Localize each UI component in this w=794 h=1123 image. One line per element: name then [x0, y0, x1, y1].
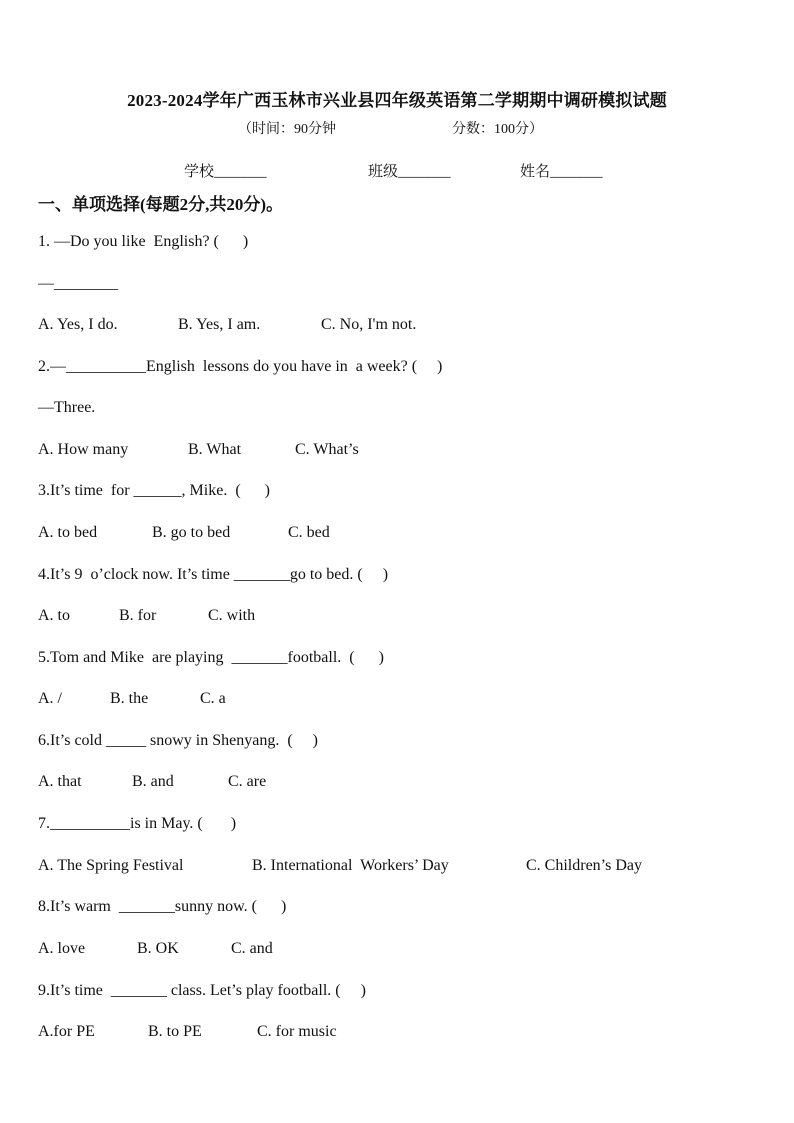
option-a: A.for PE — [38, 1023, 95, 1040]
question-stem: 3.It’s time for ______, Mike. ( ) — [38, 482, 270, 499]
option-a: A. The Spring Festival — [38, 857, 184, 874]
option-b: B. and — [132, 773, 174, 790]
name-field: 姓名_______ — [520, 164, 603, 180]
question-stem: 4.It’s 9 o’clock now. It’s time _______go to bed. ( ) — [38, 566, 389, 583]
class-field: 班级_______ — [368, 164, 451, 180]
option-c: C. and — [231, 940, 273, 957]
option-b: B. Yes, I am. — [178, 316, 261, 333]
option-c: C. bed — [288, 524, 330, 541]
option-c: C. a — [200, 690, 226, 707]
question-stem: 7.__________is in May. ( ) — [38, 815, 237, 832]
option-b: B. to PE — [148, 1023, 202, 1040]
school-field: 学校_______ — [184, 164, 267, 180]
page-title: 2023-2024学年广西玉林市兴业县四年级英语第二学期期中调研模拟试题 — [127, 91, 667, 110]
question-stem: 1. —Do you like English? ( ) — [38, 233, 249, 250]
option-c: C. No, I'm not. — [321, 316, 417, 333]
option-a: A. that — [38, 773, 82, 790]
option-c: C. for music — [257, 1023, 337, 1040]
option-b: B. the — [110, 690, 149, 707]
option-c: C. are — [228, 773, 267, 790]
option-a: A. Yes, I do. — [38, 316, 118, 333]
option-a: A. to bed — [38, 524, 98, 541]
exam-time: （时间：90分钟 — [238, 122, 336, 137]
option-a: A. How many — [38, 441, 129, 458]
question-stem: 5.Tom and Mike are playing _______football. ( ) — [38, 649, 384, 666]
question-stem: 6.It’s cold _____ snowy in Shenyang. ( ) — [38, 732, 318, 749]
option-a: A. to — [38, 607, 70, 624]
question-stem: 8.It’s warm _______sunny now. ( ) — [38, 898, 287, 915]
answer-line: —Three. — [38, 399, 96, 416]
exam-score: 分数：100分） — [452, 122, 543, 137]
option-a: A. love — [38, 940, 86, 957]
option-c: C. What’s — [295, 441, 359, 458]
option-b: B. What — [188, 441, 242, 458]
option-a: A. / — [38, 690, 62, 707]
option-b: B. for — [119, 607, 157, 624]
option-c: C. with — [208, 607, 256, 624]
answer-line: —________ — [38, 275, 118, 292]
option-b: B. International Workers’ Day — [252, 857, 449, 874]
option-b: B. OK — [137, 940, 179, 957]
option-c: C. Children’s Day — [526, 857, 642, 874]
section-title: 一、单项选择(每题2分,共20分)。 — [38, 195, 284, 214]
question-stem: 9.It’s time _______ class. Let’s play football. ( ) — [38, 982, 366, 999]
question-stem: 2.—__________English lessons do you have in a week? ( ) — [38, 358, 443, 375]
option-b: B. go to bed — [152, 524, 231, 541]
